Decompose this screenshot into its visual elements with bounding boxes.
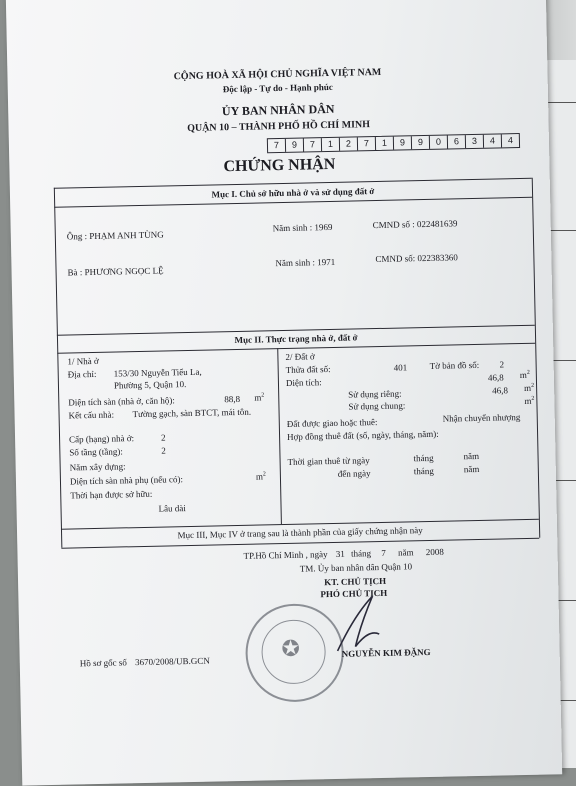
grade-value: 2 [160,432,166,443]
address-label: Địa chỉ: [67,368,97,380]
issue-date: TP.Hồ Chí Minh , ngày 31 tháng 7 năm 2008 [243,546,444,561]
owner2-id-number: CMND số: 022383360 [375,252,458,265]
lease-contract-label: Hợp đồng thuê đất (số, ngày, tháng, năm): [286,428,439,442]
certificate-sheet [6,0,562,786]
motto: Độc lập - Tự do - Hạnh phúc [222,81,333,95]
land-area-value: 46,8 [487,372,504,383]
owner1-birth-year: Năm sinh : 1969 [272,221,333,234]
parcel-value: 401 [393,362,408,373]
house-section-title: 1/ Nhà ở [67,355,99,367]
structure-label: Kết cấu nhà: [68,409,115,421]
ownership-term-label: Thời hạn được sở hữu: [70,488,153,501]
owner1-id-number: CMND số : 022481639 [372,218,458,231]
serial-digit: 1 [322,138,340,151]
year-built-label: Năm xây dựng: [69,461,126,473]
serial-digit: 3 [466,135,484,148]
star-icon: ✪ [281,635,301,662]
private-use-label: Sử dụng riêng: [348,388,402,400]
shared-use-unit: $m^2$ [524,395,535,406]
land-area-unit: $m^2$ [519,369,530,381]
serial-digit: 9 [394,136,412,149]
signer-role2: PHÓ CHỦ TỊCH [320,587,388,600]
address-line2: Phường 5, Quận 10. [113,379,187,391]
section1-heading: Mục I. Chủ sở hữu nhà ở và sử dụng đất ở [211,186,375,200]
map-sheet-label: Tờ bản đồ số: [429,359,480,371]
owner2-birth-year: Năm sinh : 1971 [275,256,336,269]
serial-digit: 2 [340,137,358,150]
private-use-value: 46,8 [492,385,509,396]
serial-number-boxes [267,133,520,153]
aux-area-unit: $m^2$ [255,471,266,482]
floor-area-value: 88,8 [224,393,241,405]
grade-label: Cấp (hạng) nhà ở: [68,433,135,445]
shared-use-label: Sử dụng chung: [348,400,406,412]
lease-to-year: năm [463,463,480,475]
structure-value: Tường gạch, sàn BTCT, mái tôn. [132,406,252,420]
serial-digit: 9 [412,136,430,149]
district-title: QUẬN 10 – THÀNH PHỐ HỒ CHÍ MINH [187,119,371,134]
committee-title: ỦY BAN NHÂN DÂN [221,101,335,119]
serial-digit: 0 [430,136,448,149]
map-sheet-value: 2 [499,359,505,370]
floors-value: 2 [161,445,166,456]
serial-digit: 6 [448,135,466,148]
lease-from-year: năm [463,450,480,462]
ownership-term-value: Lâu dài [158,503,186,514]
land-area-label: Diện tích: [285,377,322,388]
serial-digit: 4 [507,135,514,146]
lease-from-label: Thời gian thuê từ ngày [287,455,370,467]
serial-digit: 9 [286,139,304,152]
land-section-title: 2/ Đất ở [285,351,315,362]
parcel-label: Thửa đất số: [285,364,331,375]
section2-heading: Mục II. Thực trạng nhà ở, đất ở [234,332,358,346]
issuing-authority: TM. Ủy ban nhân dân Quận 10 [299,561,413,574]
land-form-value: Nhận chuyển nhượng [442,412,521,424]
lease-to-label: đến ngày [337,468,371,479]
serial-digit: 7 [304,138,322,151]
document-title: CHỨNG NHẬN [223,155,336,176]
aux-area-label: Diện tích sàn nhà phụ (nếu có): [69,474,184,487]
serial-digit: 7 [358,137,376,150]
private-use-unit: $m^2$ [524,382,535,393]
owner1-name: Ông : PHẠM ANH TÙNG [66,229,164,242]
address-line1: 153/30 Nguyễn Tiểu La, [113,366,202,379]
pages-note: Mục III, Mục IV ở trang sau là thành phần của giấy chứng nhận này [177,525,423,541]
floor-area-label: Diện tích sàn (nhà ở, căn hộ): [68,395,175,408]
floor-area-unit: $m^2$ [254,392,265,403]
file-number: Hồ sơ gốc số 3670/2008/UB.GCN [79,655,210,669]
land-form-label: Đất được giao hoặc thuê: [286,417,378,429]
country-name: CỘNG HOÀ XÃ HỘI CHỦ NGHĨA VIỆT NAM [173,66,382,83]
signer-name: NGUYỄN KIM ĐẶNG [341,646,431,659]
lease-from-month: tháng [413,452,434,464]
signer-role1: KT. CHỦ TỊCH [324,575,387,588]
serial-digit: 1 [376,137,394,150]
serial-digit: 7 [268,139,286,152]
owner2-name: Bà : PHƯƠNG NGỌC LỆ [67,265,164,278]
serial-digit: 4 [484,134,502,147]
lease-to-month: tháng [413,465,434,477]
floors-label: Số tầng (tầng): [69,446,123,458]
